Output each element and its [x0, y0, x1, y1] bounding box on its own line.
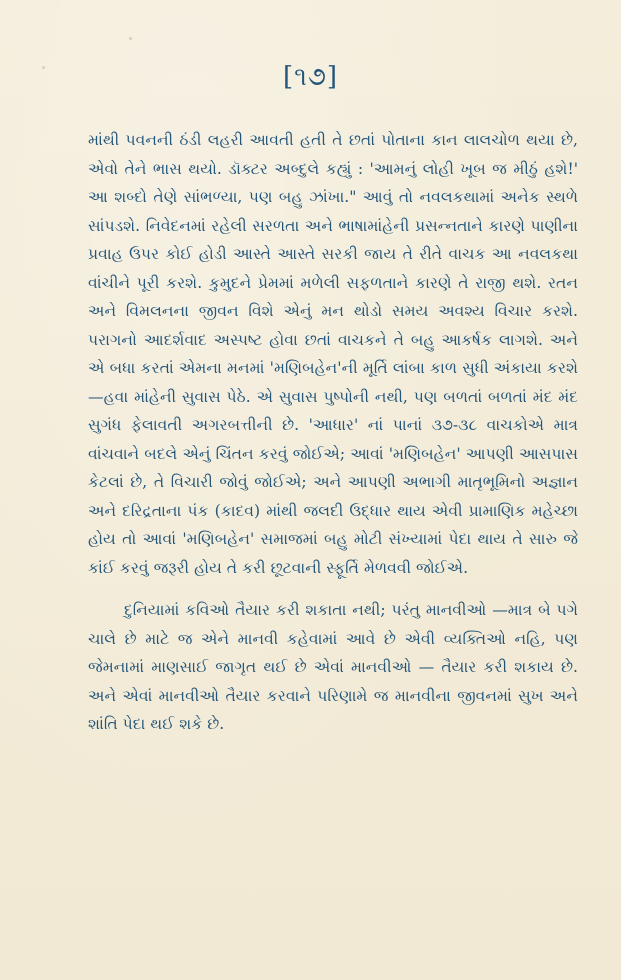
paper-speck	[129, 37, 132, 40]
paragraph: માંથી પવનની ઠંડી લહરી આવતી હતી તે છતાં પોતાના કાન લાલચોળ થયા છે, એવો તેને ભાસ થયો. ડૉક્ટર અબ્દુલે કહ્યું : 'આમનું લોહી ખૂબ જ મીઠું હશે!' આ શબ્દો તેણે સાંભળ્યા, પણ બહુ ઝાંખા." આવું તો નવલકથામાં અનેક સ્થળે સાંપડશે. નિવેદનમાં રહેલી સરળતા અને ભાષામાંહેની પ્રસન્નતાને કારણે પાણીના પ્રવાહ ઉપર કોઈ હોડી આસ્તે આસ્તે સરકી જાય તે રીતે વાચક આ નવલકથા વાંચીને પૂરી કરશે. કુમુદને પ્રેમમાં મળેલી સફળતાને કારણે તે રાજી થશે. રતન અને વિમલનના જીવન વિશે એનું મન થોડો સમય અવશ્ય વિચાર કરશે. પરાગનો આદર્શવાદ અસ્પષ્ટ હોવા છતાં વાચકને તે બહુ આકર્ષક લાગશે. અને એ બધા કરતાં એમના મનમાં 'મણિબહેન'ની મૂર્તિ લાંબા કાળ સુધી અંકાયા કરશે—હવા માંહેની સુવાસ પેઠે. એ સુવાસ પુષ્પોની નથી, પણ બળતાં બળતાં મંદ મંદ સુગંધ ફેલાવતી અગરબત્તીની છે. 'આધાર' નાં પાનાં ૩૭-૩૮ વાચકોએ માત્ર વાંચવાને બદલે એનું ચિંતન કરવું જોઈએ; આવાં 'મણિબહેન' આપણી આસપાસ કેટલાં છે, તે વિચારી જોવું જોઈએ; અને આપણી અભાગી માતૃભૂમિનો અજ્ઞાન અને દરિદ્રતાના પંક (કાદવ) માંથી જલદી ઉદ્ધાર થાય એવી પ્રામાણિક મહેચ્છા હોય તો આવાં 'મણિબહેન' સમાજમાં બહુ મોટી સંખ્યામાં પેદા થાય તે સારુ જે કાંઈ કરવું જરૂરી હોય તે કરી છૂટવાની સ્ફૂર્તિ મેળવવી જોઈએ.	[88, 131, 578, 577]
paragraph: દુનિયામાં કવિઓ તૈયાર કરી શકાતા નથી; પરંતુ માનવીઓ —માત્ર બે પગે ચાલે છે માટે જ એને માનવી કહેવામાં આવે છે એવી વ્યક્તિઓ નહિ, પણ જેમનામાં માણસાઈ જાગૃત થઈ છે એવાં માનવીઓ — તૈયાર કરી શકાય છે. અને એવાં માનવીઓ તૈયાર કરવાને પરિણામે જ માનવીના જીવનમાં સુખ અને શાંતિ પેદા થઈ શકે છે.	[88, 601, 578, 733]
page-number: [૧૭]	[282, 62, 339, 92]
body-text	[88, 126, 578, 739]
